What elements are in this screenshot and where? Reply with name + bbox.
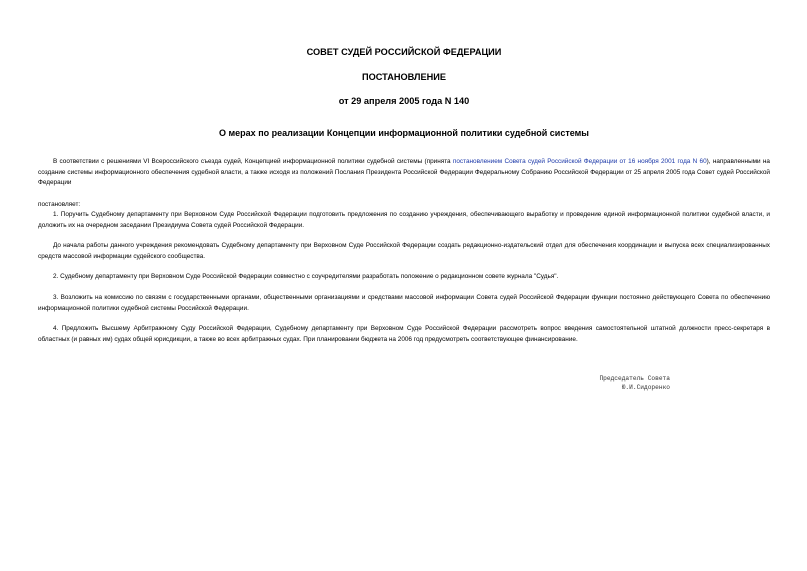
doc-type-heading: ПОСТАНОВЛЕНИЕ	[362, 72, 446, 82]
signature-name: Ю.И.Сидоренко	[621, 383, 670, 391]
intro-text-start: В соответствии с решениями VI Всероссийского съезда судей, Концепцией информационной политики судебной системы (принята	[53, 158, 453, 165]
intro-paragraph	[38, 157, 770, 189]
item-3-paragraph: 3. Возложить на комиссию по связям с государственными органами, общественными организациями и средствами массовой информации Совета судей Российской Федерации функции постоянно действующего Совета по обеспечению информационной политики судебной системы Российской Федерации.	[38, 294, 770, 312]
date-number-heading: от 29 апреля 2005 года N 140	[338, 96, 470, 106]
document-title: О мерах по реализации Концепции информационной политики судебной системы	[219, 128, 589, 138]
org-heading: СОВЕТ СУДЕЙ РОССИЙСКОЙ ФЕДЕРАЦИИ	[306, 47, 502, 57]
signature-position: Председатель Совета	[599, 375, 670, 382]
reference-link[interactable]: постановлением Совета судей Российской Федерации от 16 ноября 2001 года N 60	[452, 158, 707, 165]
signature-block	[524, 375, 670, 392]
resolves-label: постановляет:	[38, 201, 81, 208]
item-1-paragraph: 1. Поручить Судебному департаменту при Верховном Суде Российской Федерации подготовить предложения по созданию учреждения, обеспечивающего выработку и проведение единой информационной политики судебной власти, и доложить их на очередном заседании Президиума Совета судей Российской Федерации.	[38, 211, 770, 229]
item-2-paragraph: 2. Судебному департаменту при Верховном Суде Российской Федерации совместно с соучредителями разработать положение о редакционном совете журнала "Судья".	[53, 273, 559, 280]
item-1-continuation-paragraph: До начала работы данного учреждения рекомендовать Судебному департаменту при Верховном Суде Российской Федерации создать редакционно-издательский отдел для обеспечения координации и выпуска всех специализированных средств массовой информации судейского сообщества.	[38, 242, 770, 260]
item-4-paragraph: 4. Предложить Высшему Арбитражному Суду Российской Федерации, Судебному департаменту при Верховном Суде Российской Федерации рассмотреть вопрос введения самостоятельной штатной должности пресс-секретаря в областных (и равных им) судах общей юрисдикции, а также во всех арбитражных судах. При планировании бюджета на 2006 год предусмотреть соответствующее финансирование.	[38, 325, 770, 343]
intro-text-end: ), направленными на создание системы информационного обеспечения судебной власти, а также исходя из положений Послания Президента Российской Федерации Федеральному Собранию Российской Федерации от 25 апреля 2005 года Совет судей Российской Федерации	[38, 158, 770, 187]
